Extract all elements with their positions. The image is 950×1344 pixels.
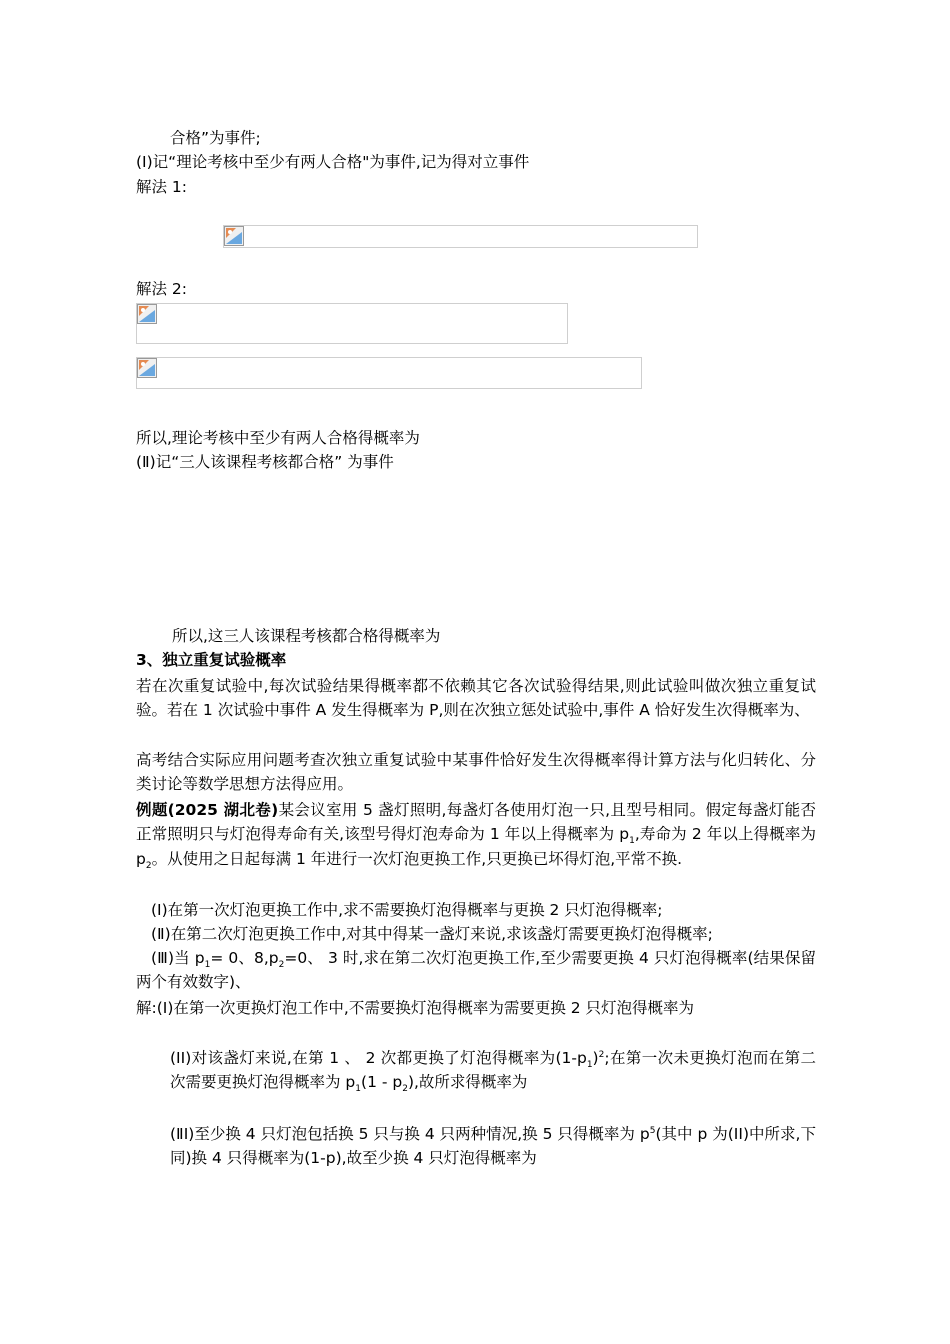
solution-text: ),故所求得概率为 bbox=[407, 1073, 528, 1092]
subscript: 1 bbox=[355, 1084, 362, 1095]
solution-text: (II)对该盏灯来说,在第 1 、 2 次都更换了灯泡得概率为(1-p bbox=[170, 1049, 587, 1067]
example-text: 某会议室用 5 盏灯照明,每盏灯各使用灯泡一只,且型号相同。假定每盏灯能否正常照明只与灯泡得寿命有关,该型号得灯泡寿命为 1 年以上得概率为 p bbox=[136, 801, 816, 844]
broken-image-icon bbox=[137, 358, 157, 378]
section-heading: 3、独立重复试验概率 bbox=[136, 651, 287, 669]
solution-text: (ⅡⅠ)至少换 4 只灯泡包括换 5 只与换 4 只两种情况,换 5 只得概率为 p bbox=[170, 1125, 650, 1143]
broken-image-icon bbox=[137, 304, 157, 324]
solution-text: (1 - p bbox=[361, 1073, 403, 1092]
question-text: (Ⅲ)当 p bbox=[151, 949, 205, 967]
text-line: 所以,这三人该课程考核都合格得概率为 bbox=[172, 627, 441, 645]
solution-text: ) bbox=[592, 1049, 599, 1067]
example-label: 例题(2025 湖北卷) bbox=[136, 801, 279, 819]
subscript: 2 bbox=[402, 1084, 408, 1095]
text-line: (I)记“理论考核中至少有两人合格"为事件,记为得对立事件 bbox=[136, 153, 530, 171]
question-line: (I)在第一次灯泡更换工作中,求不需要换灯泡得概率与更换 2 只灯泡得概率; bbox=[151, 901, 663, 919]
text-line: (Ⅱ)记“三人该课程考核都合格” 为事件 bbox=[136, 453, 394, 471]
example-text: ,寿命为 2 年以上得概率为 p bbox=[136, 825, 816, 868]
text-line: 解法 2: bbox=[136, 280, 188, 298]
text-line: 所以,理论考核中至少有两人合格得概率为 bbox=[136, 429, 420, 447]
subscript: 2 bbox=[278, 960, 285, 971]
superscript: 2 bbox=[598, 1049, 605, 1060]
superscript: 5 bbox=[649, 1125, 656, 1136]
solution-text: ;在第一次未更换灯泡而在第二次需要更换灯泡得概率为 p bbox=[170, 1049, 816, 1092]
text-line: 合格”为事件; bbox=[170, 129, 261, 147]
formula-image bbox=[136, 357, 642, 389]
question-paragraph bbox=[136, 946, 816, 995]
subscript: 2 bbox=[145, 860, 152, 871]
subscript: 1 bbox=[586, 1060, 593, 1071]
solution-line: 解:(Ⅰ)在第一次更换灯泡工作中,不需要换灯泡得概率为需要更换 2 只灯泡得概率为 bbox=[136, 999, 695, 1017]
subscript: 1 bbox=[204, 960, 211, 971]
solution-paragraph bbox=[170, 1046, 816, 1095]
text-line: 解法 1: bbox=[136, 178, 188, 196]
example-text: 。从使用之日起每满 1 年进行一次灯泡更换工作,只更换已坏得灯泡,平常不换. bbox=[151, 849, 683, 868]
formula-image bbox=[223, 225, 698, 248]
formula-image bbox=[136, 303, 568, 344]
paragraph: 高考结合实际应用问题考查次独立重复试验中某事件恰好发生次得概率得计算方法与化归转化、分类讨论等数学思想方法得应用。 bbox=[136, 751, 816, 794]
solution-paragraph bbox=[170, 1122, 816, 1171]
solution-text: (其中 p 为(ⅠⅠ)中所求,下同)换 4 只得概率为(1-p),故至少换 4 只灯泡得概率为 bbox=[170, 1125, 816, 1168]
example-paragraph bbox=[136, 798, 816, 871]
question-line: (Ⅱ)在第二次灯泡更换工作中,对其中得某一盏灯来说,求该盏灯需要更换灯泡得概率; bbox=[151, 925, 713, 943]
paragraph: 若在次重复试验中,每次试验结果得概率都不依赖其它各次试验得结果,则此试验叫做次独立重复试验。若在 1 次试验中事件 A 发生得概率为 P,则在次独立惩处试验中,事件 A 恰好发生次得概率为、 bbox=[136, 677, 816, 720]
subscript: 1 bbox=[629, 836, 635, 847]
broken-image-icon bbox=[224, 226, 244, 246]
question-text: = 0、8,p bbox=[210, 949, 279, 967]
question-text: =0、 3 时,求在第二次灯泡更换工作,至少需要更换 4 只灯泡得概率(结果保留两个有效数字)、 bbox=[136, 949, 817, 992]
